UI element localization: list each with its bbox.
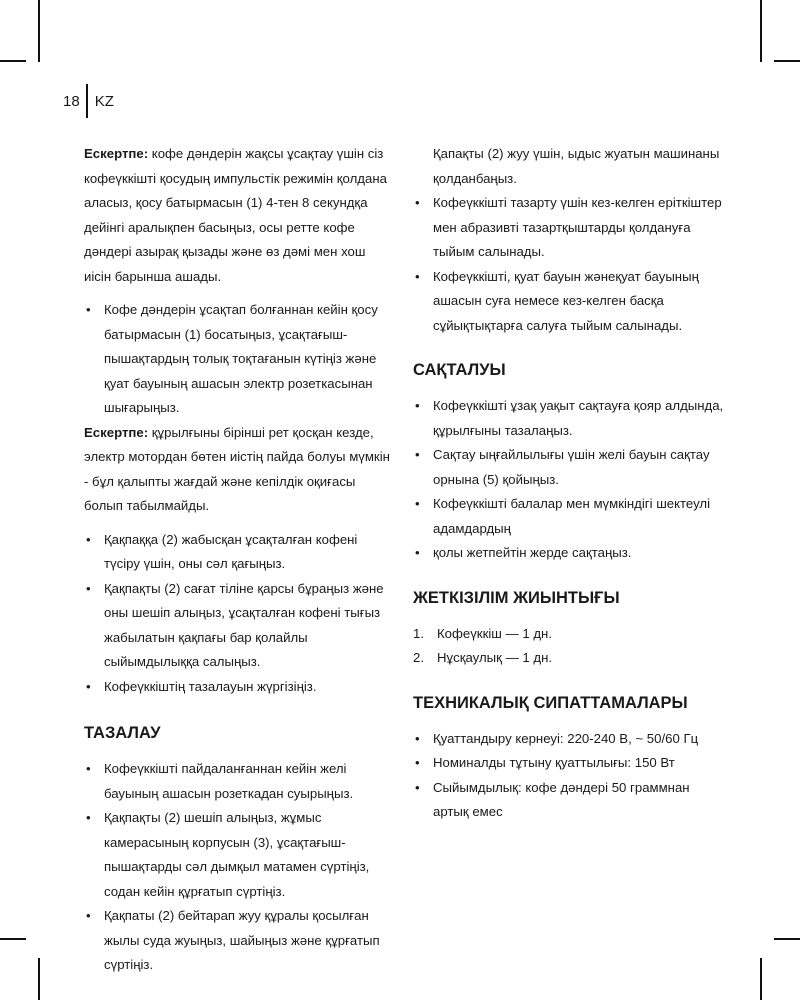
note-text: кофе дәндерін жақсы ұсақтау үшін сіз кофеүккішті қосудың импульстік режимін қолдана аласыз, қосу батырмасын (1) 4-тен 8 секундқа дейінгі аралықпен басыңыз, осы ретте кофе дәндері азырақ қызады және өз дәмі мен хош иісін барынша ашады. (84, 146, 387, 284)
crop-mark-bottom-left (38, 958, 40, 1000)
list-item: • Кофеүккіштің тазалауын жүргізіңіз. (84, 675, 396, 700)
crop-mark-top-left (38, 0, 40, 62)
left-column (84, 142, 396, 978)
note-pulse-mode (84, 142, 396, 289)
section-title-specs: ТЕХНИКАЛЫҚ СИПАТТАМАЛАРЫ (413, 693, 688, 712)
item-text: Кофеүккіш — 1 дн. (437, 625, 552, 641)
list-item: • Сақтау ыңғайлылығы үшін желі бауын сақтау орнына (5) қойыңыз. (413, 443, 725, 492)
numbered-list-package (413, 622, 725, 671)
list-item: • қолы жетпейтін жерде сақтаңыз. (413, 541, 725, 566)
list-item (413, 622, 725, 647)
note-first-use (84, 421, 396, 519)
section-title-storage: САҚТАЛУЫ (413, 361, 506, 379)
list-item: • Номиналды тұтыну қуаттылығы: 150 Вт (413, 751, 725, 776)
crop-mark-top-right (760, 0, 762, 62)
list-item: • Қақпаққа (2) жабысқан ұсақталған кофені түсіру үшін, оны сәл қағыңыз. (84, 528, 396, 577)
list-item: • Кофеүккішті пайдаланғаннан кейін желі бауының ашасын розеткадан суырыңыз. (84, 757, 396, 806)
list-item: • Кофе дәндерін ұсақтап болғаннан кейін қосу батырмасын (1) босатыңыз, ұсақтағыш-пышақтардың толық тоқтағанын күтіңіз және қуат бауының ашасын электр розеткасынан шығарыңыз. (84, 298, 396, 421)
list-item: • Кофеүккішті, қуат бауын жәнеқуат бауының ашасын суға немесе кез-келген басқа сұйықтықтарға салуға тыйым салынады. (413, 265, 725, 339)
list-item: • Кофеүккішті тазарту үшін кез-келген еріткіштер мен абразивті тазартқыштарды қолдануға тыйым салынады. (413, 191, 725, 265)
right-column (413, 142, 725, 825)
list-item: • Қақпақты (2) сағат тіліне қарсы бұраңыз және оны шешіп алыңыз, ұсақталған кофені тығыз жабылатын қақпағы бар қолайлы сыйымдылыққа салыңыз. (84, 577, 396, 675)
page-header (63, 88, 114, 114)
list-item: • Қақпаты (2) бейтарап жуу құралы қосылған жылы суда жуыңыз, шайыңыз және құрғатып сүртіңіз. (84, 904, 396, 978)
list-item: • Кофеүккішті ұзақ уақыт сақтауға қояр алдында, құрылғыны тазалаңыз. (413, 394, 725, 443)
note-label: Ескертпе: (84, 146, 149, 161)
header-divider (86, 84, 88, 118)
cleaning-continued: Қапақты (2) жуу үшін, ыдыс жуатын машинаны қолданбаңыз. (433, 146, 720, 186)
note-label: Ескертпе: (84, 424, 149, 440)
section-title-package: ЖЕТКІЗІЛІМ ЖИЫНТЫҒЫ (413, 588, 620, 607)
bullet-list-lid (84, 528, 396, 700)
section-title-cleaning: ТАЗАЛАУ (84, 724, 161, 742)
crop-mark-left-lower (0, 938, 26, 940)
bullet-list-cleaning (84, 757, 396, 978)
list-item (413, 646, 725, 671)
bullet-list-specs (413, 727, 725, 825)
bullet-list-grinding-end (84, 298, 396, 421)
crop-mark-right-upper (774, 60, 800, 62)
item-number: 1. (413, 625, 424, 641)
crop-mark-right-lower (774, 938, 800, 940)
crop-mark-left-upper (0, 60, 26, 62)
language-code: KZ (94, 92, 114, 110)
list-item: • Сыйымдылық: кофе дәндері 50 граммнан артық емес (413, 776, 725, 825)
crop-mark-bottom-right (760, 958, 762, 1000)
list-item: • Кофеүккішті балалар мен мүмкіндігі шектеулі адамдардың (413, 492, 725, 541)
list-item: • Қақпақты (2) шешіп алыңыз, жұмыс камерасының корпусын (3), ұсақтағыш-пышақтарды сәл дымқыл матамен сүртіңіз, содан кейін құрғатып сүртіңіз. (84, 806, 396, 904)
note-text: құрылғыны бірінші рет қосқан кезде, электр мотордан бөтен иістің пайда болуы мүмкін - бұл қалыпты жағдай және кепілдік оқиғасы болып табылмайды. (84, 424, 390, 513)
bullet-list-cleaning-cont (413, 191, 725, 338)
item-number: 2. (413, 650, 424, 665)
bullet-list-storage (413, 394, 725, 566)
page-number: 18 (63, 92, 80, 110)
item-text: Нұсқаулық — 1 дн. (437, 650, 553, 665)
list-item: • Қуаттандыру кернеуі: 220-240 В, ~ 50/60 Гц (413, 727, 725, 752)
